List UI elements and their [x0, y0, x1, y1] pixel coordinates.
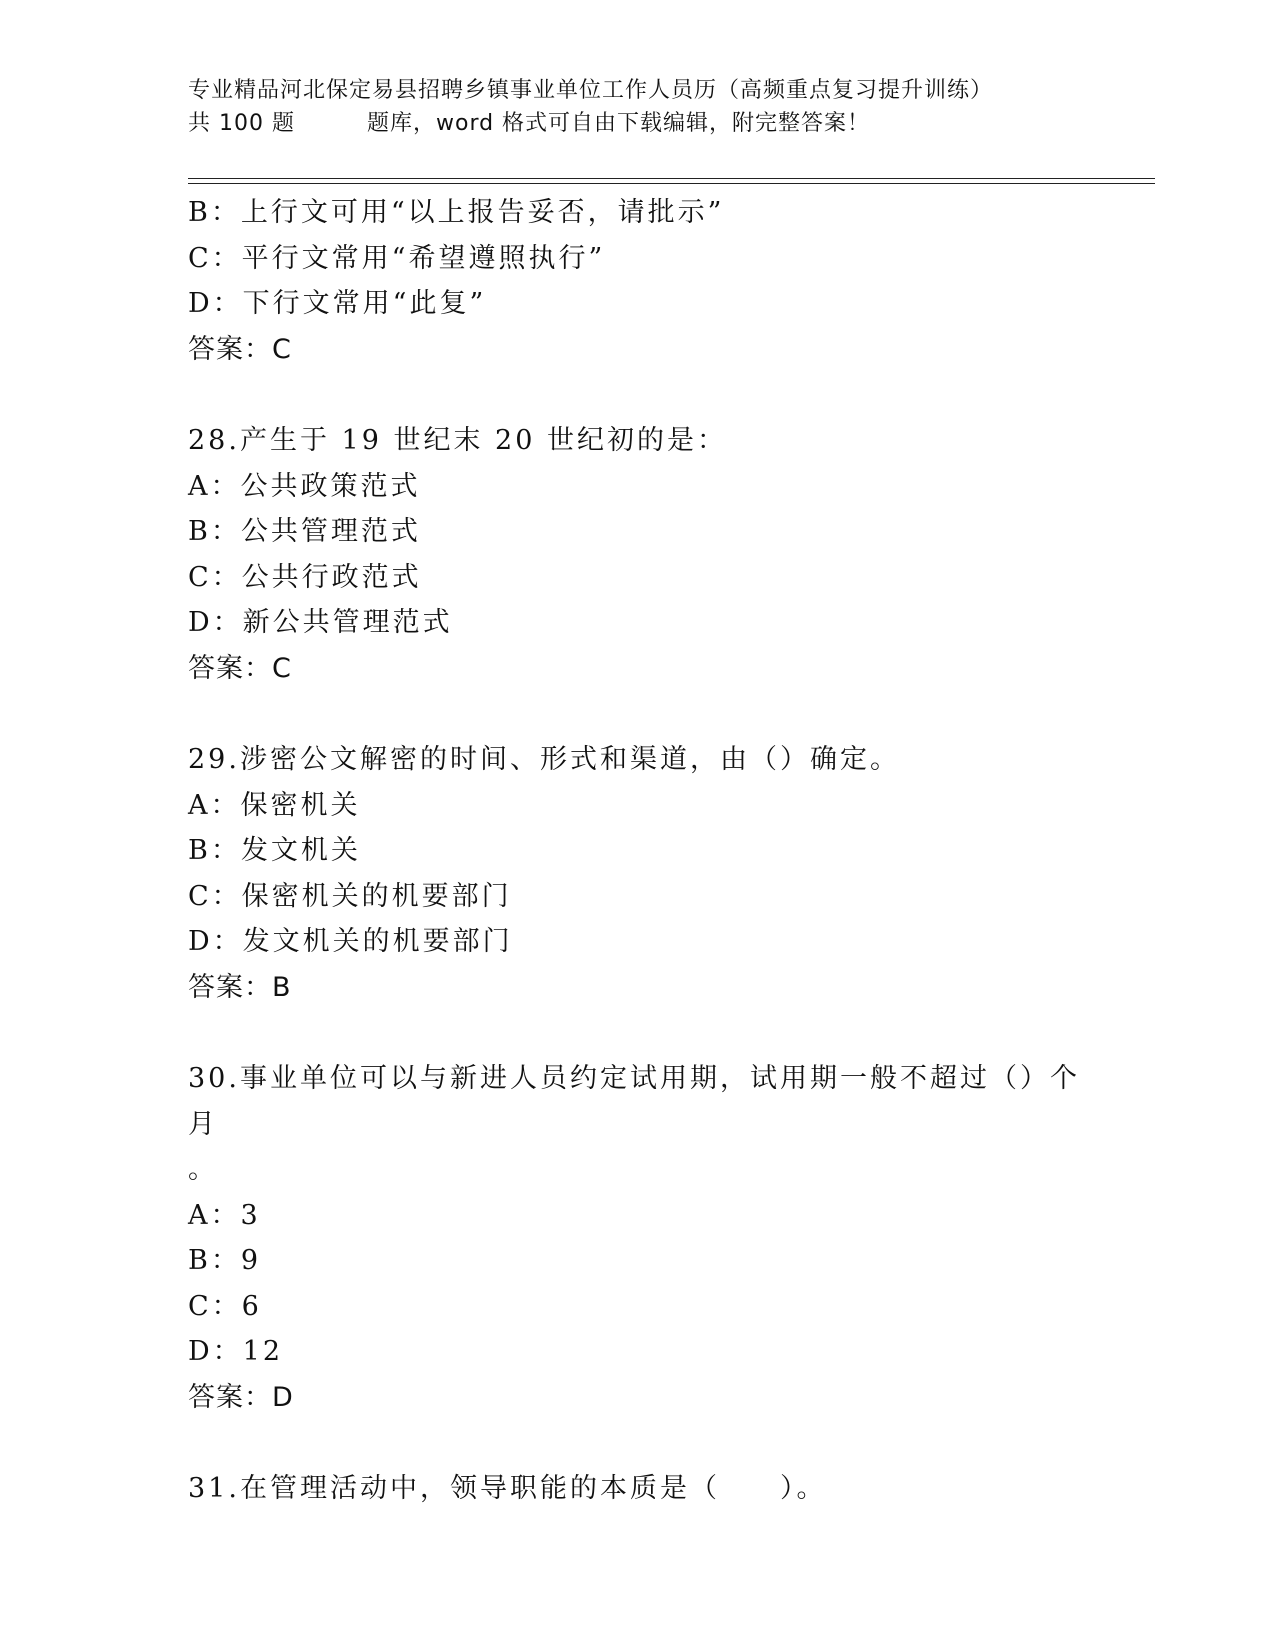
option-c: C：平行文常用“希望遵照执行”: [188, 242, 606, 274]
question-27-block: [188, 190, 1088, 372]
header-divider-top: [188, 178, 1155, 179]
header-description: 题库，word 格式可自由下载编辑，附完整答案！: [366, 111, 871, 136]
option-d: D：发文机关的机要部门: [188, 926, 513, 957]
option-a: A：3: [188, 1199, 261, 1231]
header-question-count: 共 100 题: [188, 111, 295, 136]
question-28-block: [188, 418, 1088, 691]
option-c: C：公共行政范式: [188, 561, 422, 593]
question-text-continuation: 。: [188, 1154, 215, 1185]
header-title-line2: [188, 107, 1088, 140]
question-list: [188, 190, 1088, 1512]
header-divider-bottom: [188, 183, 1155, 184]
question-text: 30.事业单位可以与新进人员约定试用期，试用期一般不超过（）个月: [188, 1063, 1080, 1140]
option-b: B：9: [188, 1245, 262, 1276]
option-d: D：新公共管理范式: [188, 607, 453, 638]
question-29-block: [188, 737, 1088, 1010]
option-a: A：公共政策范式: [188, 470, 421, 502]
option-a: A：保密机关: [188, 789, 361, 821]
question-31-block: [188, 1466, 1088, 1512]
header-title-line1: 专业精品河北保定易县招聘乡镇事业单位工作人员历（高频重点复习提升训练）: [188, 78, 994, 103]
option-d: D：下行文常用“此复”: [188, 288, 487, 319]
option-b: B：公共管理范式: [188, 516, 421, 547]
question-text: 31.在管理活动中，领导职能的本质是（ ）。: [188, 1473, 827, 1504]
answer-line: 答案：B: [188, 971, 292, 1003]
answer-line: 答案：C: [188, 652, 292, 684]
page-header: [188, 74, 1088, 140]
answer-line: 答案：C: [188, 333, 292, 365]
option-c: C：6: [188, 1290, 262, 1322]
option-d: D：12: [188, 1336, 284, 1367]
option-b: B：发文机关: [188, 835, 361, 866]
question-text: 29.涉密公文解密的时间、形式和渠道，由（）确定。: [188, 744, 900, 775]
question-text: 28.产生于 19 世纪末 20 世纪初的是：: [188, 425, 727, 456]
answer-line: 答案：D: [188, 1381, 294, 1413]
option-b: B：上行文可用“以上报告妥否，请批示”: [188, 197, 725, 228]
question-30-block: [188, 1056, 1088, 1420]
option-c: C：保密机关的机要部门: [188, 880, 512, 912]
